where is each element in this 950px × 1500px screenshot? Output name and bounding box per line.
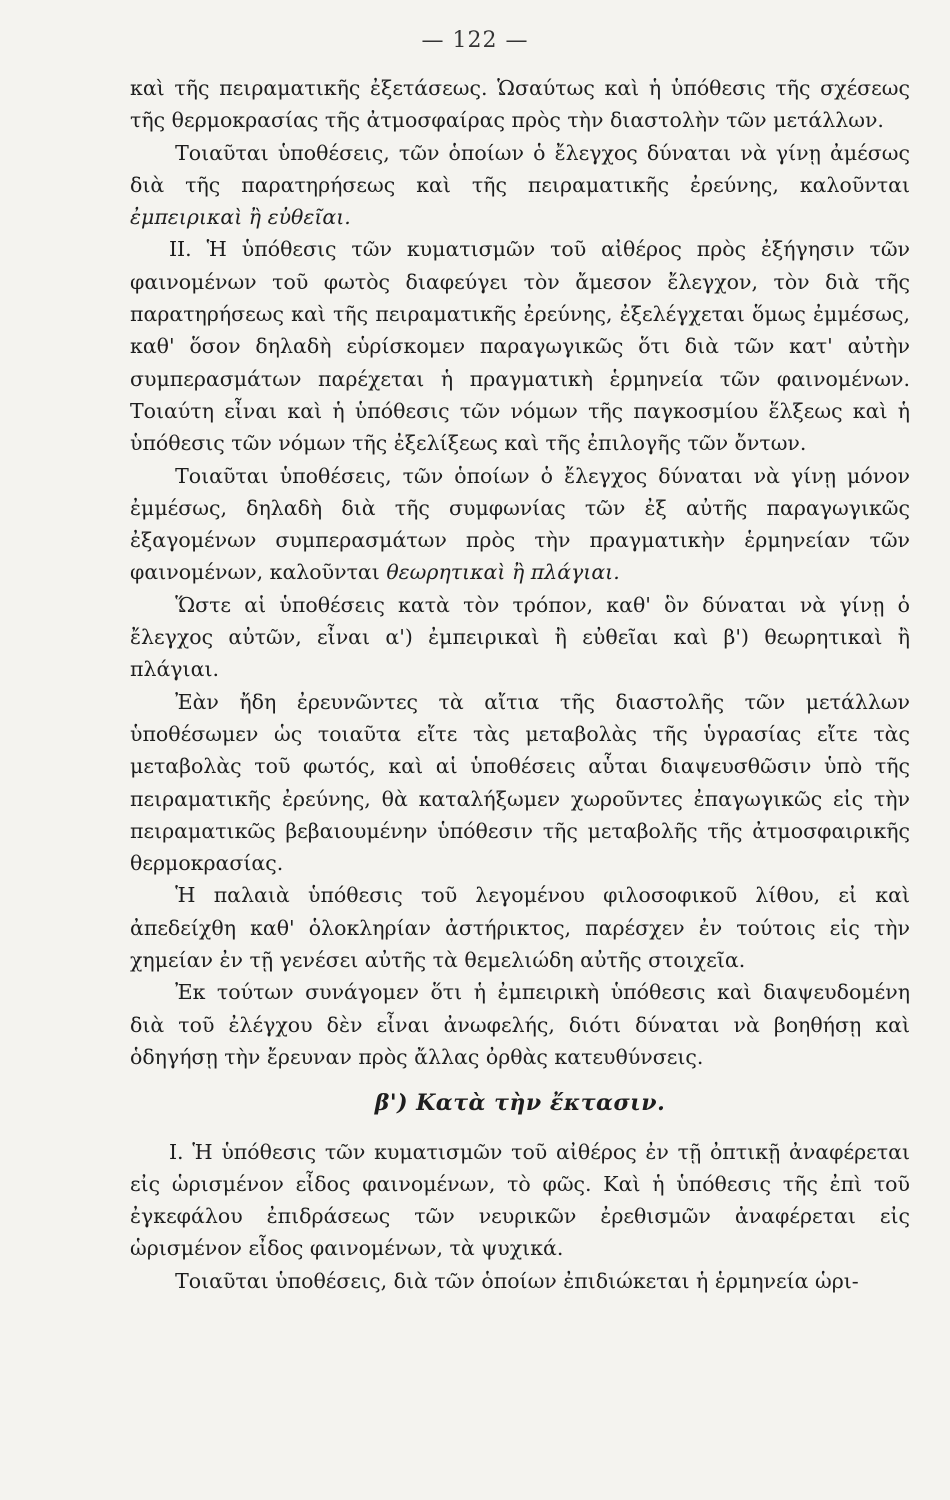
paragraph: Ἡ παλαιὰ ὑπόθεσις τοῦ λεγομένου φιλοσοφικοῦ λίθου, εἰ καὶ ἀπεδείχθη καθ' ὁλοκληρίαν ἀστήρικτος, παρέσχεν ἐν τούτοις εἰς τὴν χημείαν ἐν τῇ γενέσει αὐτῆς τὰ θεμελιώδη αὐτῆς στοιχεῖα.	[130, 883, 910, 973]
paragraph	[130, 460, 910, 589]
emphasis-term: ἐμπειρικαὶ ἢ εὐθεῖαι.	[130, 205, 351, 230]
section-heading: β') Κατὰ τὴν ἔκτασιν.	[374, 1090, 666, 1117]
paragraph-text: Τοιαῦται ὑποθέσεις, τῶν ὁποίων ὁ ἔλεγχος δύναται νὰ γίνῃ μόνον ἐμμέσως, δηλαδὴ διὰ τῆς συμφωνίας τῶν ἐξ αὐτῆς παραγωγικῶς ἐξαγομένων συμπερασμάτων πρὸς τὴν πραγματικὴν ἑρμηνείαν τῶν φαινομένων, καλοῦνται	[130, 463, 910, 585]
emphasis-term: θεωρητικαὶ ἢ πλάγιαι.	[386, 560, 620, 585]
paragraph: Τοιαῦται ὑποθέσεις, διὰ τῶν ὁποίων ἐπιδιώκεται ἡ ἑρμηνεία ὡρι-	[175, 1268, 859, 1293]
paragraph-text: Τοιαῦται ὑποθέσεις, τῶν ὁποίων ὁ ἔλεγχος δύναται νὰ γίνῃ ἀμέσως διὰ τῆς παρατηρήσεως καὶ τῆς πειραματικῆς ἐρεύνης, καλοῦνται	[130, 140, 910, 197]
paragraph: Ἐκ τούτων συνάγομεν ὅτι ἡ ἐμπειρικὴ ὑπόθεσις καὶ διαψευδομένη διὰ τοῦ ἐλέγχου δὲν εἶναι ἀνωφελής, διότι δύναται νὰ βοηθήσῃ καὶ ὁδηγήσῃ τὴν ἔρευναν πρὸς ἄλλας ὀρθὰς κατευθύνσεις.	[130, 980, 910, 1069]
paragraph: Ἐὰν ἤδη ἐρευνῶντες τὰ αἴτια τῆς διαστολῆς τῶν μετάλλων ὑποθέσωμεν ὡς τοιαῦτα εἴτε τὰς μεταβολὰς τῆς ὑγρασίας εἴτε τὰς μεταβολὰς τοῦ φωτός, καὶ αἱ ὑποθέσεις αὗται διαψευσθῶσιν ὑπὸ τῆς πειραματικῆς ἐρεύνης, θὰ καταλήξωμεν χωροῦντες ἐπαγωγικῶς εἰς τὴν πειραματικῶς βεβαιουμένην ὑπόθεσιν τῆς μεταβολῆς τῆς ἀτμοσφαιρικῆς θερμοκρασίας.	[130, 689, 910, 876]
body-text	[130, 72, 910, 1297]
paragraph: II. Ἡ ὑπόθεσις τῶν κυματισμῶν τοῦ αἰθέρος πρὸς ἐξήγησιν τῶν φαινομένων τοῦ φωτὸς διαφεύγει τὸν ἄμεσον ἔλεγχον, τὸν διὰ τῆς παρατηρήσεως καὶ τῆς πειραματικῆς ἐρεύνης, ἐξελέγχεται ὅμως ἐμμέσως, καθ' ὅσον δηλαδὴ εὑρίσκομεν παραγωγικῶς ὅτι διὰ τῶν κατ' αὐτὴν συμπερασμάτων παρέχεται ἡ πραγματικὴ ἑρμηνεία τῶν φαινομένων. Τοιαύτη εἶναι καὶ ἡ ὑπόθεσις τῶν νόμων τῆς παγκοσμίου ἕλξεως καὶ ἡ ὑπόθεσις τῶν νόμων τῆς ἐξελίξεως καὶ τῆς ἐπιλογῆς τῶν ὄντων.	[130, 237, 910, 456]
paragraph: καὶ τῆς πειραματικῆς ἐξετάσεως. Ὡσαύτως καὶ ἡ ὑπόθεσις τῆς σχέσεως τῆς θερμοκρασίας τῆς ἀτμοσφαίρας πρὸς τὴν διαστολὴν τῶν μετάλλων.	[130, 76, 910, 133]
paragraph: I. Ἡ ὑπόθεσις τῶν κυματισμῶν τοῦ αἰθέρος ἐν τῇ ὀπτικῇ ἀναφέρεται εἰς ὡρισμένον εἶδος φαινομένων, τὸ φῶς. Καὶ ἡ ὑπόθεσις τῆς ἐπὶ τοῦ ἐγκεφάλου ἐπιδράσεως τῶν νευρικῶν ἐρεθισμῶν ἀναφέρεται εἰς ὡρισμένον εἶδος φαινομένων, τὰ ψυχικά.	[130, 1139, 910, 1261]
page-number: — 122 —	[421, 28, 529, 53]
paragraph: Ὥστε αἱ ὑποθέσεις κατὰ τὸν τρόπον, καθ' ὃν δύναται νὰ γίνῃ ὁ ἔλεγχος αὐτῶν, εἶναι α') ἐμπειρικαὶ ἢ εὐθεῖαι καὶ β') θεωρητικαὶ ἢ πλάγιαι.	[130, 592, 910, 682]
paragraph	[130, 137, 910, 234]
